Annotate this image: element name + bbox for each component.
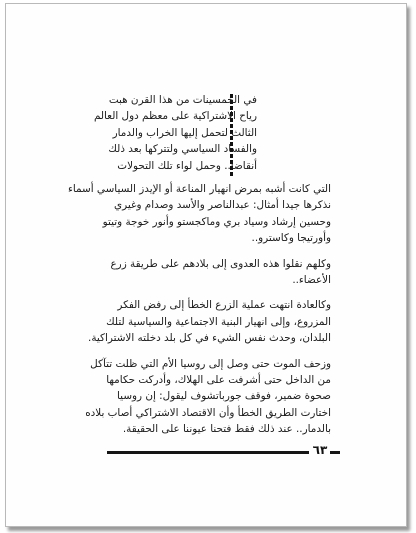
text-line: اختارت الطريق الخطأ وأن الاقتصاد الاشتراكي أصاب بلاده — [85, 406, 331, 419]
quote-line: والفساد السياسي ولتتركها بعد ذلك — [108, 143, 257, 156]
quote-line: أنقاضا.. وحمل لواء تلك التحولات — [117, 159, 257, 172]
text-line: من الداخل حتى أشرفت على الهلاك، وأدركت حكامها — [106, 374, 331, 387]
footer-rule — [107, 451, 309, 454]
pull-quote — [93, 92, 257, 174]
text-line: وكلهم نقلوا هذه العدوى إلى بلادهم على طريقة زرع — [110, 257, 331, 270]
text-line: وزحف الموت حتى وصل إلى روسيا الأم التي ظلت تتآكل — [90, 357, 331, 370]
text-line: صحوة ضمير، فوقف جورباتشوف ليقول: إن روسيا — [117, 390, 331, 403]
paragraph — [70, 256, 331, 289]
paragraph — [70, 297, 331, 346]
text-line: وكالعادة انتهت عملية الزرع الخطأ إلى رفض الفكر — [117, 299, 331, 312]
text-line: بالدمار.. عند ذلك فقط فتحنا عيوننا على الحقيقة. — [122, 423, 331, 436]
paragraph — [67, 181, 331, 247]
page-number: ٦٣ — [312, 443, 328, 457]
body-text — [67, 181, 331, 447]
text-line: التي كانت أشبه بمرض انهيار المناعة أو الإيدز السياسي أسماء — [67, 183, 331, 195]
text-line: البلدان، وحدث نفس الشيء في كل بلد دخلته الاشتراكية. — [88, 332, 331, 345]
footer-rule-end — [330, 451, 340, 454]
paragraph — [70, 356, 331, 438]
quote-line: الثالث لتحمل إليها الخراب والدمار — [112, 126, 257, 139]
text-line: المزروع، وإلى انهيار البنية الاجتماعية والسياسية لتلك — [106, 315, 331, 328]
text-line: نذكرها جيدا أمثال: عبدالناصر والأسد وصدام وغيري — [114, 199, 331, 212]
quote-line: في الخمسينات من هذا القرن هبت — [108, 94, 257, 106]
quote-line: رياح الاشتراكية على معظم دول العالم — [93, 110, 257, 123]
text-line: وأورتيجا وكاسترو.. — [251, 232, 331, 245]
text-line: الأعضاء.. — [292, 274, 331, 287]
text-line: وحسين إرشاد وسياد بري وماكجستو وأنور خوجة وتيتو — [102, 215, 331, 228]
